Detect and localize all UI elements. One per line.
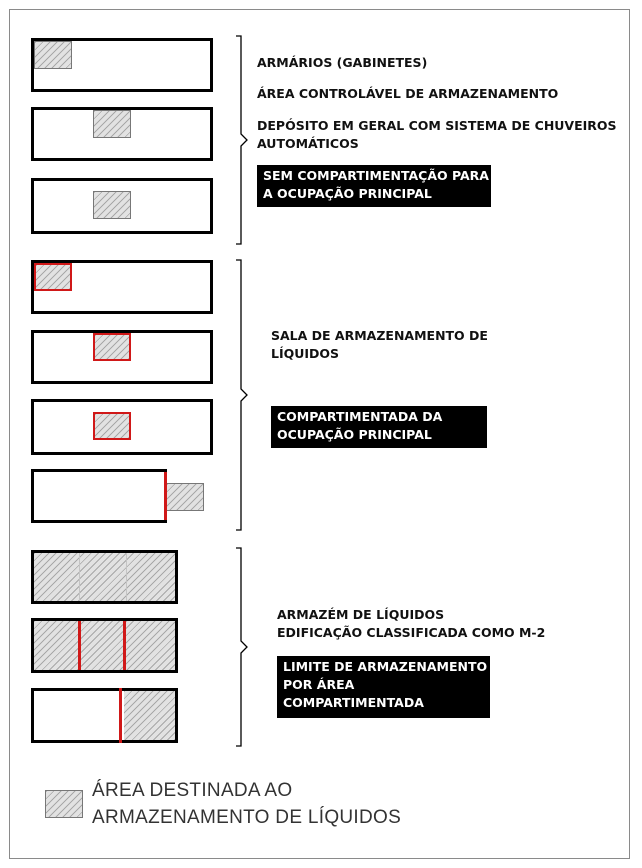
warehouse-box [31, 688, 178, 743]
group-3-badge-line-1: LIMITE DE ARMAZENAMENTO [283, 659, 488, 674]
group-2-line-2: LÍQUIDOS [271, 346, 340, 361]
group-3-badge-line-2: POR ÁREA [283, 677, 355, 692]
group-3-line-2: EDIFICAÇÃO CLASSIFICADA COMO M-2 [277, 625, 546, 640]
group-1-line-2: ÁREA CONTROLÁVEL DE ARMAZENAMENTO [257, 86, 559, 101]
partition-wall [78, 621, 81, 670]
liquid-room-box [31, 399, 213, 455]
group-2-brace [232, 258, 252, 532]
group-1-badge-line-2: A OCUPAÇÃO PRINCIPAL [263, 186, 432, 201]
compartmented-storage-hatch [93, 412, 131, 440]
legend-line-1: ÁREA DESTINADA AO [92, 780, 293, 801]
storage-area-hatch [34, 41, 72, 69]
group-1-line-1: ARMÁRIOS (GABINETES) [257, 55, 428, 70]
cabinet-box [31, 38, 213, 92]
partition-wall [164, 472, 167, 520]
group-2-badge [271, 406, 487, 448]
grid-line [79, 553, 80, 601]
group-1-badge [257, 165, 491, 207]
partition-wall [123, 621, 126, 670]
group-1-line-4: AUTOMÁTICOS [257, 136, 359, 151]
legend-line-2: ARMAZENAMENTO DE LÍQUIDOS [92, 807, 402, 828]
liquid-room-box [31, 260, 213, 314]
storage-area-hatch [34, 621, 175, 670]
liquid-room-box [31, 330, 213, 384]
group-1-brace [232, 34, 252, 246]
compartmented-storage-hatch [34, 263, 72, 291]
partition-wall [119, 688, 122, 743]
controlled-area-box [31, 107, 213, 161]
attached-storage-hatch [166, 483, 204, 511]
group-1-line-3: DEPÓSITO EM GERAL COM SISTEMA DE CHUVEIROS [257, 118, 617, 133]
storage-area-hatch [124, 691, 175, 740]
group-1-badge-line-1: SEM COMPARTIMENTAÇÃO PARA [263, 168, 489, 183]
group-2-line-1: SALA DE ARMAZENAMENTO DE [271, 328, 488, 343]
group-2-badge-line-1: COMPARTIMENTADA DA [277, 409, 443, 424]
warehouse-box [31, 618, 178, 673]
warehouse-box [31, 550, 178, 604]
group-3-brace [232, 546, 252, 748]
group-3-badge-line-3: COMPARTIMENTADA [283, 695, 424, 710]
legend-swatch [45, 790, 83, 818]
storage-area-hatch [93, 191, 131, 219]
grid-line [126, 553, 127, 601]
group-3-line-1: ARMAZÉM DE LÍQUIDOS [277, 607, 445, 622]
group-2-badge-line-2: OCUPAÇÃO PRINCIPAL [277, 427, 432, 442]
compartmented-storage-hatch [93, 333, 131, 361]
sprinkler-warehouse-box [31, 178, 213, 234]
group-3-badge [277, 656, 490, 718]
liquid-room-box [31, 469, 167, 523]
storage-area-hatch [93, 110, 131, 138]
storage-area-hatch [34, 553, 175, 601]
